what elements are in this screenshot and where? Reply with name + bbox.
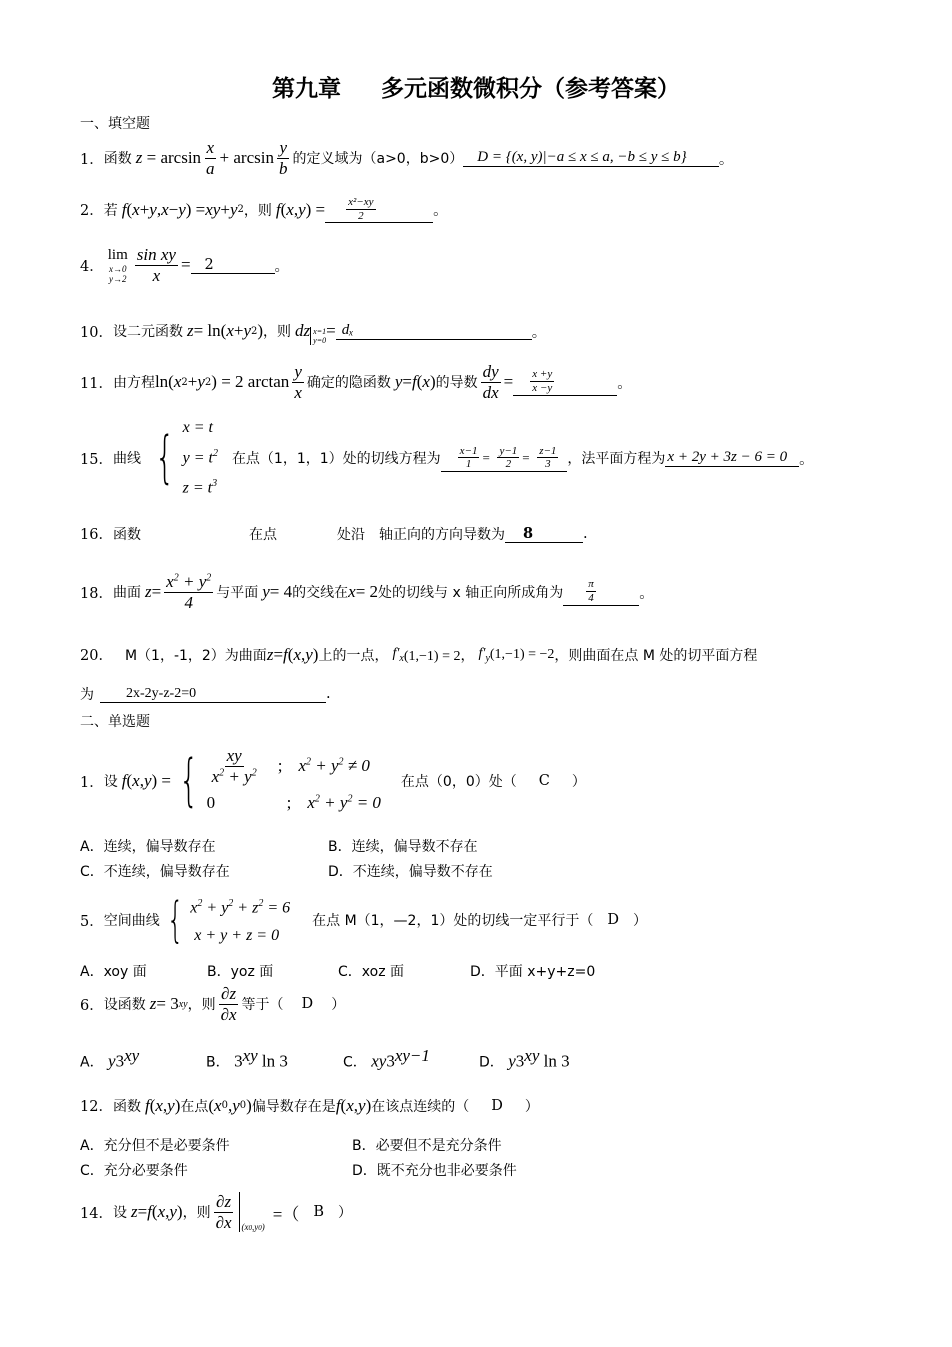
choice-option-c: C．xoz 面 (338, 964, 404, 980)
q-text: 函数 (103, 151, 132, 168)
answer-blank (513, 368, 617, 395)
q-text: ，则 (187, 997, 216, 1014)
answer-denominator: x −y (532, 382, 553, 395)
q-text: ，则 (263, 324, 292, 340)
q-end: 。 (531, 324, 547, 341)
choice-option-d: D．平面 x+y+z=0 (470, 964, 596, 980)
q-num: 1． (80, 151, 104, 168)
answer: C (538, 773, 550, 789)
q-text: 设二元函数 (112, 324, 183, 340)
q-text: 若 (103, 202, 118, 219)
question-15: 15． 曲线 { x = t $y = t^2$ $z = t^3$ 在点（1，1，1）处的切线方程为 $\frac{x-1}{1}$ = $\frac{y-1}{2}$ = $\frac{z-1}{3}$ ，法平面方程为 x + 2y + 3z − 6 = 0 。 (80, 419, 814, 497)
q-num: 12． (80, 1099, 113, 1115)
q-end: ） (338, 1205, 353, 1222)
q-text: 等于（ (241, 997, 284, 1014)
q-end: ） (633, 913, 648, 930)
q-text: 在点 (180, 1098, 209, 1115)
choice-option-a: A．充分但不是必要条件 (80, 1138, 230, 1154)
answer-blank (191, 257, 275, 274)
answer-blank: $\frac{x-1}{1}$ = $\frac{y-1}{2}$ = $\frac{z-1}{3}$ (441, 445, 568, 472)
choice-option-b: B． $3^{xy}$ ln 3 (206, 1046, 288, 1071)
answer-blank (463, 149, 719, 167)
option-label: B． (206, 1054, 230, 1071)
q-text: 为 (80, 687, 94, 703)
q-end: . (326, 686, 331, 702)
choice-option-a: A．xoy 面 (80, 964, 147, 980)
q-text: 在点（0，0）处（ (400, 774, 517, 790)
section-fill-in: 一、填空题 (80, 116, 150, 132)
choice-question-12: 12． 函数 f ( x , y ) 在点 ( x 0 , y 0 ) 偏导数存在是 f ( x , y ) 在该点连续的（ D ） (80, 1095, 539, 1115)
choice-question-5: 5． 空间曲线 { $x^2 + y^2 + z^2 = 6$ x + y + z = 0 在点 M（1，—2，1）处的切线一定平行于（ D ） (80, 892, 648, 949)
q-text: 的交线在 (292, 585, 349, 602)
q-num: 16． (80, 527, 113, 543)
q-text: 曲线 (112, 451, 141, 468)
q-num: 1． (80, 774, 104, 791)
q-text: 设 (112, 1205, 127, 1222)
option-label: A． (80, 1054, 104, 1071)
option-label: D． (479, 1054, 504, 1071)
choice-option-c: C． $xy3^{xy-1}$ (343, 1046, 430, 1071)
q-num: 14． (80, 1205, 113, 1222)
answer-blank (325, 196, 433, 223)
q-num: 10． (80, 324, 113, 341)
q-num: 2． (80, 203, 104, 220)
chapter-title: 多元函数微积分（参考答案） (381, 76, 680, 102)
question-20: 20． M（1，-1，2）为曲面 z = f ( x , y ) 上的一点， $f'_x$ (1,−1) = 2， $f'_y$ (1,−1) = −2 ，则曲面在点 M 处的切平面方程 (80, 644, 758, 664)
q-end: 。 (718, 151, 734, 168)
answer-blank (505, 525, 583, 543)
answer: x + 2y + 3z − 6 = 0 (667, 449, 788, 466)
choice-option-a: A． $y3^{xy}$ (80, 1046, 140, 1071)
q-text: 处的切线与 x 轴正向所成角为 (378, 585, 564, 602)
q-text: 在该点连续的（ (371, 1098, 470, 1115)
q-end: 。 (639, 585, 654, 602)
q-end: . (582, 525, 588, 542)
answer: dₓ (341, 322, 354, 338)
q-end: ） (571, 774, 586, 790)
answer: 2 (204, 256, 214, 273)
q-end: 。 (799, 451, 814, 468)
answer: D (491, 1097, 503, 1114)
q-text: 函数 (112, 526, 141, 543)
answer: D (607, 912, 620, 929)
q-text: 在点 M（1，—2，1）处的切线一定平行于（ (312, 913, 594, 930)
answer: D (301, 996, 314, 1013)
answer-numerator: x +y (532, 368, 553, 381)
q-text: 函数 (112, 1098, 141, 1115)
q-text: 上的一点， (318, 647, 389, 664)
q-end: 。 (433, 203, 448, 220)
q-num: 15． (80, 451, 113, 468)
q-end: 。 (274, 258, 290, 275)
q-text: 在点（1，1，1）处的切线方程为 (231, 451, 441, 468)
answer: B (313, 1204, 325, 1221)
choice-option-a: A．连续，偏导数存在 (80, 839, 216, 855)
choice-option-b: B．连续，偏导数不存在 (328, 839, 478, 855)
q-text: 曲面 (112, 585, 141, 602)
question-1: 1． 函数 z = arcsin $\frac{x}{a}$ + arcsin $\frac{y}{b}$ 的定义域为（a>0，b>0） D = {(x, y)|−a ≤ x ≤ a, −b ≤ y ≤ b} 。 (80, 138, 734, 178)
choice-option-b: B．yoz 面 (207, 964, 274, 980)
q-text: 的定义域为（a>0，b>0） (292, 151, 464, 168)
question-4: 4． lim x→0 y→2 $\frac{\text{sin xy}}{x}$ = 2 。 (80, 245, 290, 285)
choice-option-c: C．不连续，偏导数存在 (80, 864, 230, 880)
question-18: 18． 曲面 z = $\frac{x^2 + y^2}{4}$ 与平面 y = 4 的交线在 x = 2 处的切线与 x 轴正向所成角为 $\frac{\pi}{4}$ 。 (80, 572, 654, 612)
q-text: 处沿 轴正向的方向导数为 (336, 526, 505, 543)
q-text: ，则 (243, 202, 272, 219)
choice-option-d: D．不连续，偏导数不存在 (328, 864, 493, 880)
answer-blank: $\frac{\pi}{4}$ (563, 578, 639, 605)
page-title (0, 70, 952, 103)
q-text: 设函数 (103, 997, 146, 1014)
q-num: 20． (80, 648, 113, 664)
q-num: 5． (80, 913, 104, 930)
answer: D = {(x, y)|−a ≤ x ≤ a, −b ≤ y ≤ b} (477, 149, 687, 166)
question-10: 10． 设二元函数 z = ln( x + y 2 ) ，则 dz x=1 y=0 = dₓ 。 (80, 321, 547, 345)
option-label: C． (343, 1054, 367, 1071)
section-single-choice: 二、单选题 (80, 714, 150, 730)
answer-denominator: 2 (358, 209, 364, 222)
question-16 (80, 523, 588, 544)
q-text: 设 (103, 774, 118, 790)
q-num: 4． (80, 258, 104, 275)
q-text: ，则曲面在点 M 处的切平面方程 (554, 647, 758, 664)
q-end: ） (524, 1098, 539, 1115)
q-text: 确定的隐函数 (306, 375, 391, 392)
question-20-cont (80, 684, 331, 704)
q-text: 空间曲线 (103, 913, 160, 930)
q-text: 在点 (248, 526, 277, 543)
choice-question-6: 6． 设函数 z = 3 xy ，则 $\frac{\partial z}{\partial x}$ 等于（ D ） (80, 984, 346, 1024)
q-text: M（1，-1，2）为曲面 (124, 647, 267, 664)
q-num: 18． (80, 585, 113, 602)
q-text: 由方程 (112, 375, 155, 392)
answer-numerator: x²−xy (348, 196, 374, 208)
q-text: ，则 (182, 1205, 211, 1222)
answer-blank (100, 685, 326, 703)
question-11: 11． 由方程 ln( x 2 + y 2 ) = 2 arctan $\frac{y}{x}$ 确定的隐函数 y = f ( x ) 的导数 $\frac{dy}{dx}$ = $\frac{x +y}{x -y}$ 。 (80, 362, 632, 402)
chapter-label: 第九章 (272, 76, 341, 102)
q-text: ，法平面方程为 (567, 451, 666, 468)
answer: 8 (522, 524, 534, 542)
q-end: ） (331, 997, 346, 1014)
answer-blank-2 (665, 449, 799, 467)
choice-option-d: D． $y3^{xy}$ ln 3 (479, 1046, 570, 1071)
question-2: 2． 若 f ( x + y , x − y ) = xy + y 2 ，则 f ( x , y ) = $\frac{\text{x²−xy}}{2}$ 。 (80, 196, 448, 222)
answer: 2x-2y-z-2=0 (126, 686, 197, 701)
q-num: 11． (80, 375, 113, 392)
choice-option-c: C．充分必要条件 (80, 1163, 188, 1179)
answer-blank (336, 322, 532, 340)
q-text: 与平面 (216, 585, 259, 602)
q-end: 。 (617, 375, 632, 392)
choice-option-b: B．必要但不是充分条件 (352, 1138, 502, 1154)
choice-option-d: D．既不充分也非必要条件 (352, 1163, 517, 1179)
choice-question-14: 14． 设 z = f ( x , y ) ，则 $\frac{\partial z}{\partial x}$ (x 0 ,y 0 ) =（ B ） (80, 1192, 353, 1233)
q-text: 偏导数存在是 (251, 1098, 336, 1115)
q-text: 的导数 (435, 375, 478, 392)
choice-question-1: 1． 设 f ( x , y ) = { $\frac{xy}{x^2 + y^2}$ ; $x^2 + y^2 \ne 0$ 0 ; $x^2 + y^2 = 0$ 在点（0，0）处（ C ） (80, 745, 586, 813)
q-num: 6． (80, 997, 104, 1014)
